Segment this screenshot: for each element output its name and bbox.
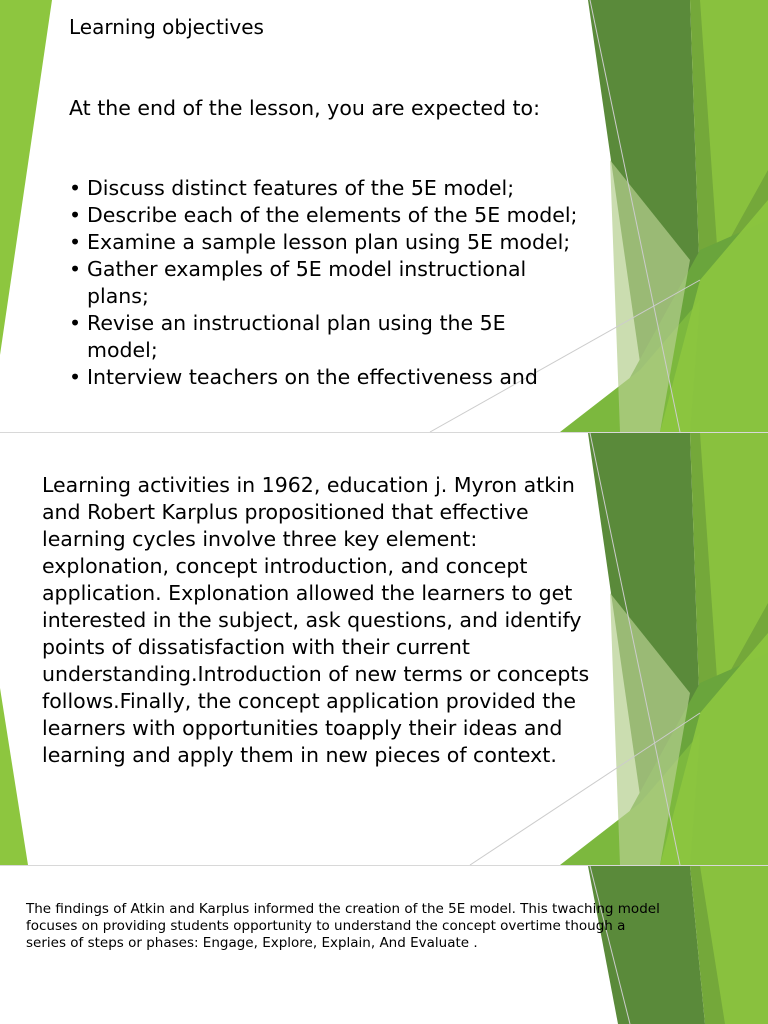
- slide-learning-activities: [0, 433, 768, 865]
- objective-item: • Discuss distinct features of the 5E model;: [69, 175, 581, 202]
- slide-learning-objectives: [0, 0, 768, 432]
- activities-paragraph: Learning activities in 1962, education j. Myron atkin and Robert Karplus propositioned that effective learning cycles involve three key element: explonation, concept introduction, and concept application. Explonation allowed the learners to get interested in the subject, ask questions, and identify points of dissatisfaction with their current understanding.Introduction of new terms or concepts follows.Finally, the concept application provided the learners with opportunities toapply their ideas and learning and apply them in new pieces of context.: [42, 473, 590, 767]
- objective-item: • Describe each of the elements of the 5E model;: [69, 202, 581, 229]
- intro-text: At the end of the lesson, you are expected to:: [69, 96, 540, 120]
- objective-item: • Interview teachers on the effectiveness and: [69, 364, 581, 391]
- objective-item: • Revise an instructional plan using the 5E model;: [69, 310, 581, 364]
- slide-title: Learning objectives: [69, 15, 264, 39]
- findings-paragraph: The findings of Atkin and Karplus informed the creation of the 5E model. This twaching model focuses on providing students opportunity to understand the concept overtime though a series of steps or phases: Engage, Explore, Explain, And Evaluate .: [26, 901, 660, 951]
- objective-item: • Examine a sample lesson plan using 5E model;: [69, 229, 581, 256]
- objective-item: • Gather examples of 5E model instructional plans;: [69, 256, 581, 310]
- slide-5e-findings: [0, 866, 768, 1024]
- objectives-list: [69, 175, 581, 391]
